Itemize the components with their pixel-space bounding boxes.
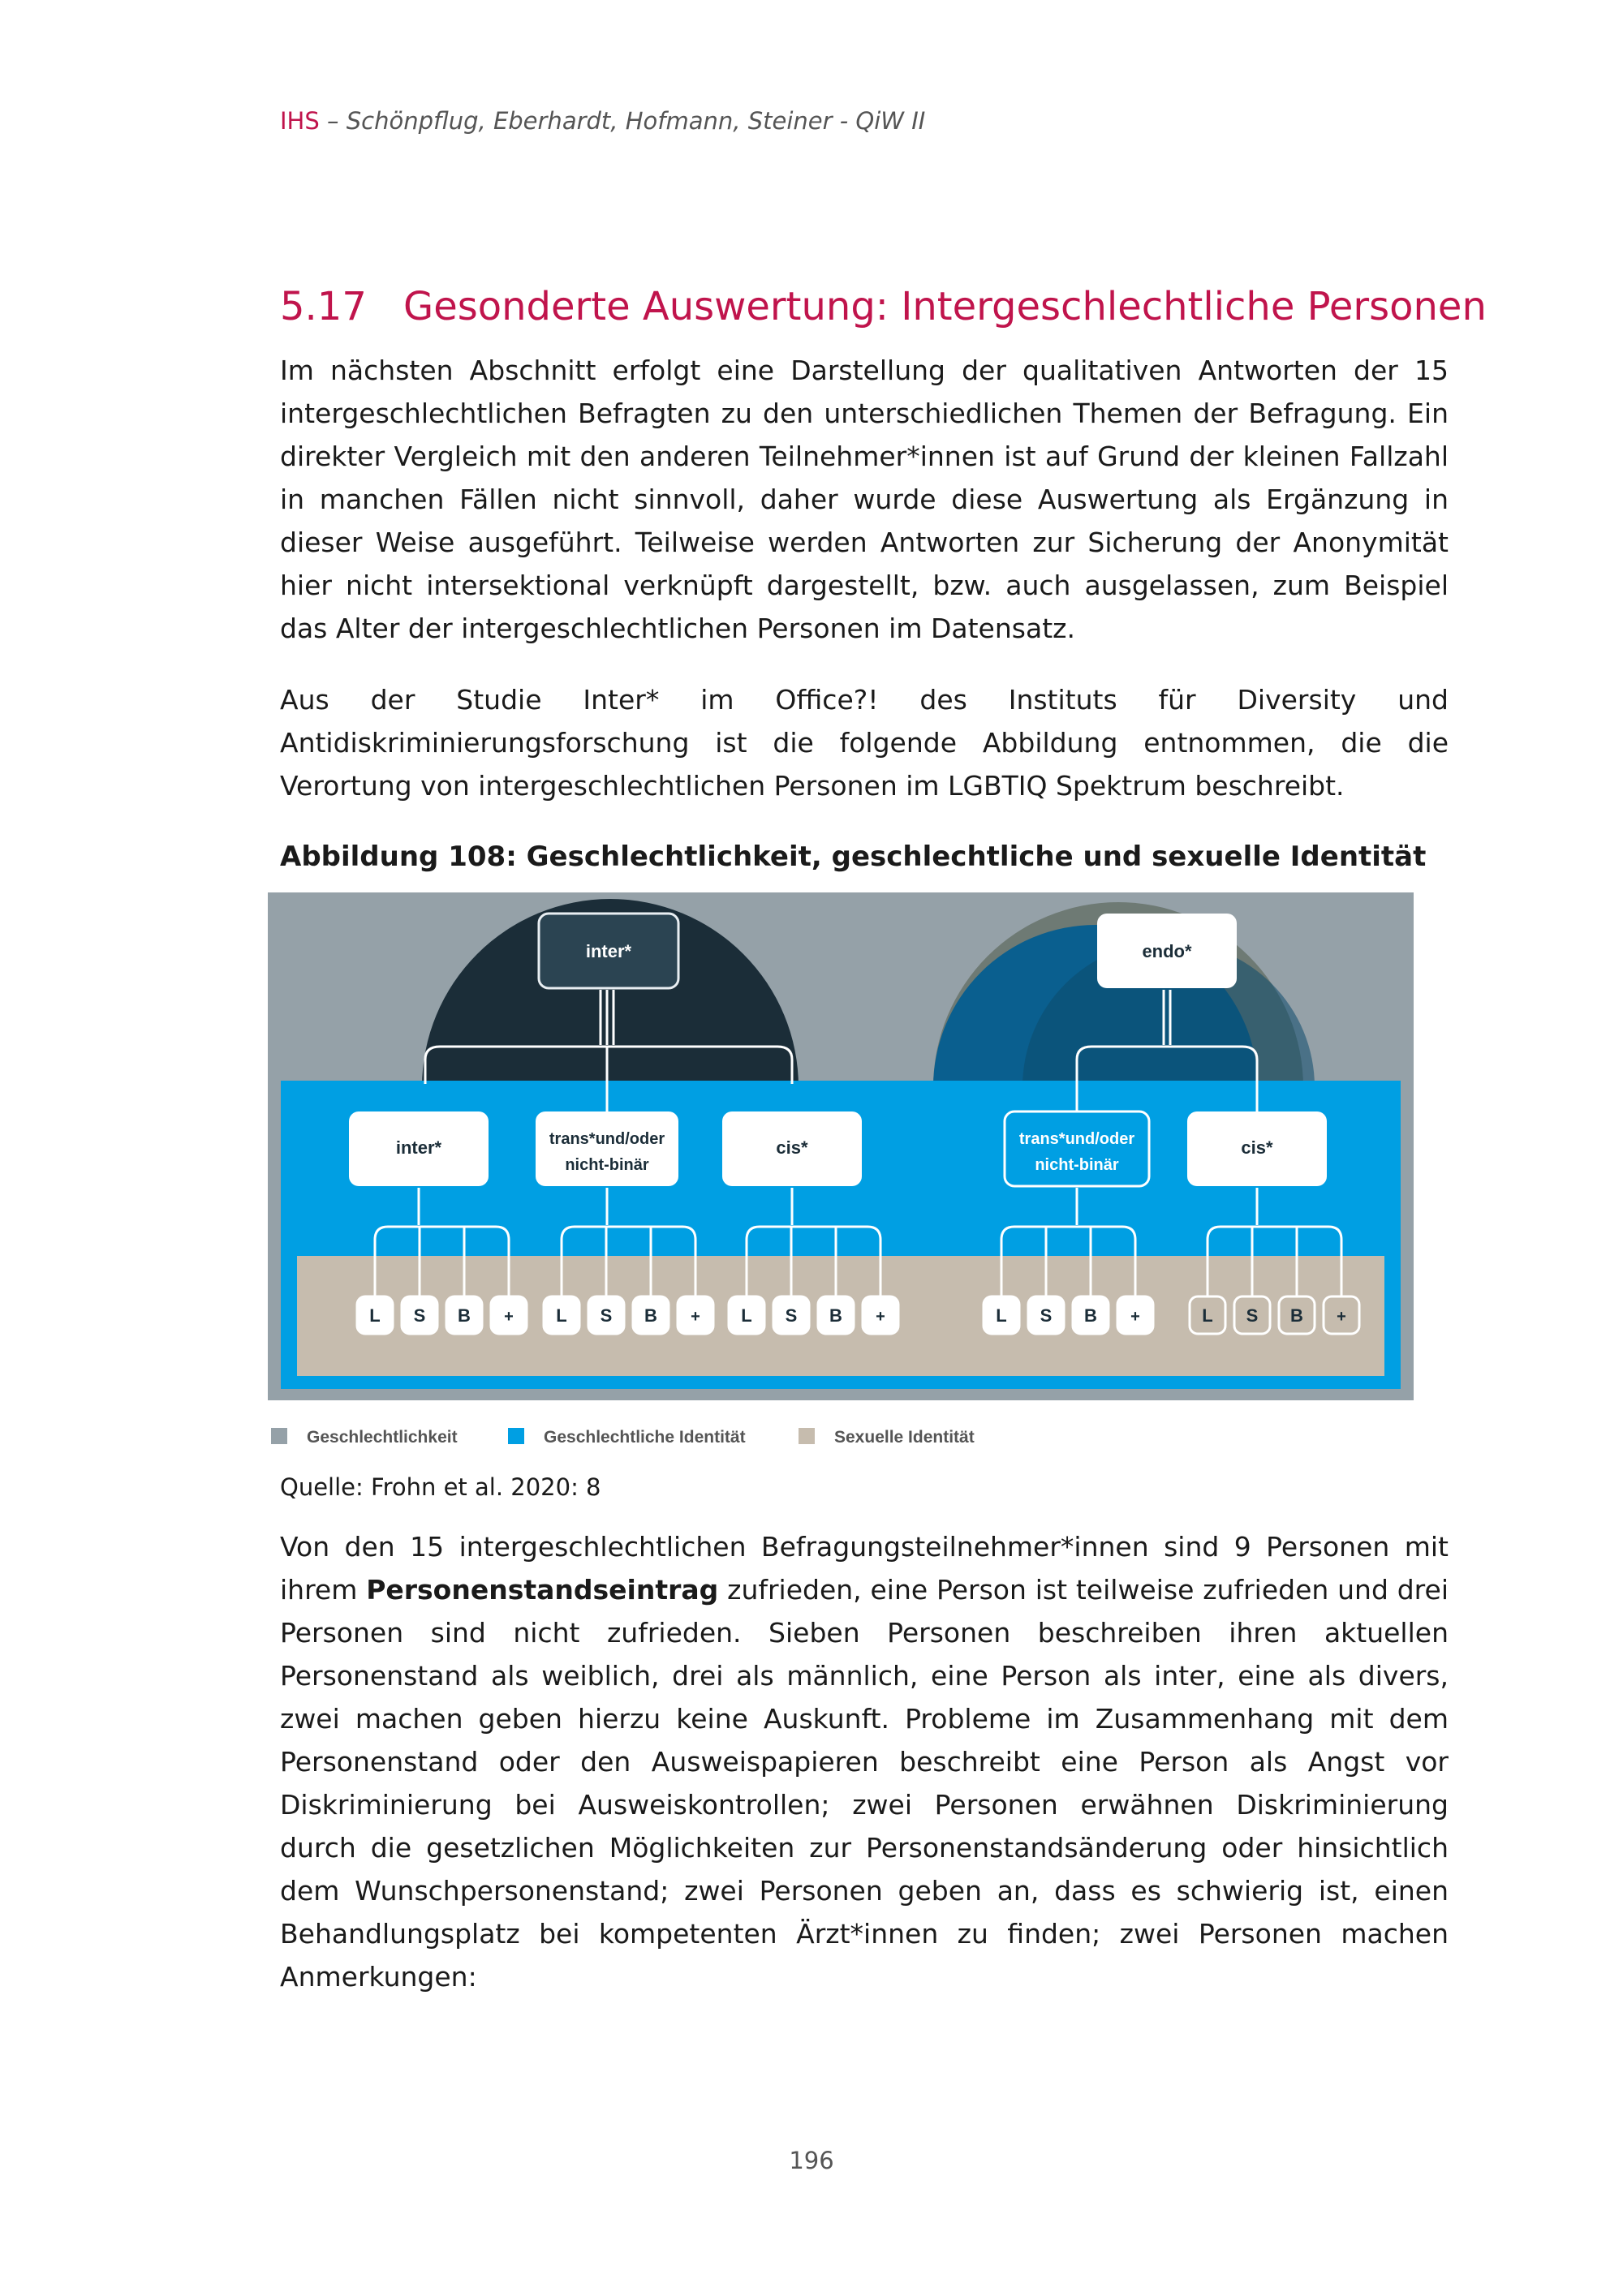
- mid-trans-label-1: trans*und/oder: [549, 1130, 665, 1148]
- letter-label-trans-right-2: B: [1084, 1305, 1097, 1326]
- letter-label-inter-0: L: [369, 1305, 381, 1326]
- letter-label-trans-right-1: S: [1040, 1305, 1053, 1326]
- mid-trans-label-2: nicht-binär: [565, 1156, 649, 1174]
- mid-trans-box: [536, 1111, 678, 1186]
- mid-inter-label: inter*: [395, 1137, 442, 1158]
- letter-label-inter-1: S: [413, 1305, 426, 1326]
- paragraph-study-reference: Aus der Studie Inter* im Office?! des Instituts für Diversity und Antidiskriminierungsforschung ist die folgende Abbildung entnommen, die die Verortung von intergeschlechtlichen Personen im LGBTIQ Spektrum beschreibt.: [280, 684, 1449, 802]
- letter-label-inter-3: +: [504, 1308, 514, 1326]
- letter-label-trans-right-0: L: [996, 1305, 1007, 1326]
- lgbtiq-diagram: [268, 892, 1414, 1452]
- p3-lead: Von den 15 intergeschlechtlichen Befragungsteilnehmer*innen sind 9 Personen mit ihrem: [280, 1531, 1449, 1606]
- running-header: [280, 107, 925, 135]
- header-brand: IHS: [280, 107, 320, 135]
- letter-label-cis-right-0: L: [1202, 1305, 1213, 1326]
- letter-label-trans-3: +: [691, 1308, 700, 1326]
- legend-swatch-identitaet: [508, 1428, 524, 1444]
- mid-trans-right-label-1: trans*und/oder: [1018, 1130, 1135, 1148]
- top-endo-label: endo*: [1142, 941, 1192, 961]
- section-number: 5.17: [280, 284, 367, 329]
- mid-cis-left-label: cis*: [776, 1137, 808, 1158]
- letter-label-inter-2: B: [458, 1305, 471, 1326]
- section-heading: [280, 284, 1487, 329]
- letter-label-cis-left-2: B: [829, 1305, 842, 1326]
- letter-label-cis-right-2: B: [1290, 1305, 1303, 1326]
- letter-label-trans-right-3: +: [1130, 1308, 1140, 1326]
- letter-label-cis-right-3: +: [1337, 1308, 1346, 1326]
- letter-label-cis-right-1: S: [1246, 1305, 1259, 1326]
- header-authors: – Schönpflug, Eberhardt, Hofmann, Steiner - QiW II: [319, 107, 926, 135]
- paragraph-intro: Im nächsten Abschnitt erfolgt eine Darstellung der qualitativen Antworten der 15 intergeschlechtlichen Befragten zu den unterschiedlichen Themen der Befragung. Ein direkter Vergleich mit den anderen Teilnehmer*innen ist auf Grund der kleinen Fallzahl in manchen Fällen nicht sinnvoll, daher wurde diese Auswertung als Ergänzung in dieser Weise ausgeführt. Teilweise werden Antworten zur Sicherung der Anonymität hier nicht intersektional verknüpft dargestellt, bzw. auch ausgelassen, zum Beispiel das Alter der intergeschlechtlichen Personen im Datensatz.: [280, 355, 1449, 644]
- top-inter-label: inter*: [585, 941, 632, 961]
- letter-label-cis-left-1: S: [785, 1305, 798, 1326]
- legend-label-sexuell: Sexuelle Identität: [834, 1428, 975, 1447]
- legend-swatch-geschlechtlichkeit: [271, 1428, 287, 1444]
- legend-label-geschlechtlichkeit: Geschlechtlichkeit: [307, 1428, 458, 1447]
- mid-trans-right-label-2: nicht-binär: [1035, 1156, 1119, 1174]
- figure-caption: Abbildung 108: Geschlechtlichkeit, geschlechtliche und sexuelle Identität: [280, 841, 1427, 873]
- letter-label-trans-1: S: [600, 1305, 613, 1326]
- letter-label-trans-2: B: [644, 1305, 657, 1326]
- page-number: 196: [789, 2147, 834, 2174]
- letter-label-trans-0: L: [556, 1305, 567, 1326]
- legend-label-identitaet: Geschlechtliche Identität: [544, 1428, 746, 1447]
- p3-rest: zufrieden, eine Person ist teilweise zufrieden und drei Personen sind nicht zufrieden. Sieben Personen beschreiben ihren aktuellen Personenstand als weiblich, drei als männlich, eine Person als inter, eine als divers, zwei machen geben hierzu keine Auskunft. Probleme im Zusammenhang mit dem Personenstand oder den Ausweispapieren beschreibt eine Person als Angst vor Diskriminierung bei Ausweiskontrollen; zwei Personen erwähnen Diskriminierung durch die gesetzlichen Möglichkeiten zur Personenstandsänderung oder hinsichtlich dem Wunschpersonenstand; zwei Personen geben an, dass es schwierig ist, einen Behandlungsplatz bei kompetenten Ärzt*innen zu finden; zwei Personen machen Anmerkungen:: [280, 1574, 1449, 1993]
- paragraph-personenstand: [280, 1525, 1449, 1998]
- letter-label-cis-left-3: +: [876, 1308, 885, 1326]
- figure-source: Quelle: Frohn et al. 2020: 8: [280, 1473, 601, 1501]
- legend-swatch-sexuell: [799, 1428, 815, 1444]
- section-title: Gesonderte Auswertung: Intergeschlechtliche Personen: [403, 284, 1487, 329]
- p3-bold-term: Personenstandseintrag: [366, 1574, 719, 1606]
- letter-label-cis-left-0: L: [741, 1305, 752, 1326]
- mid-cis-right-label: cis*: [1241, 1137, 1273, 1158]
